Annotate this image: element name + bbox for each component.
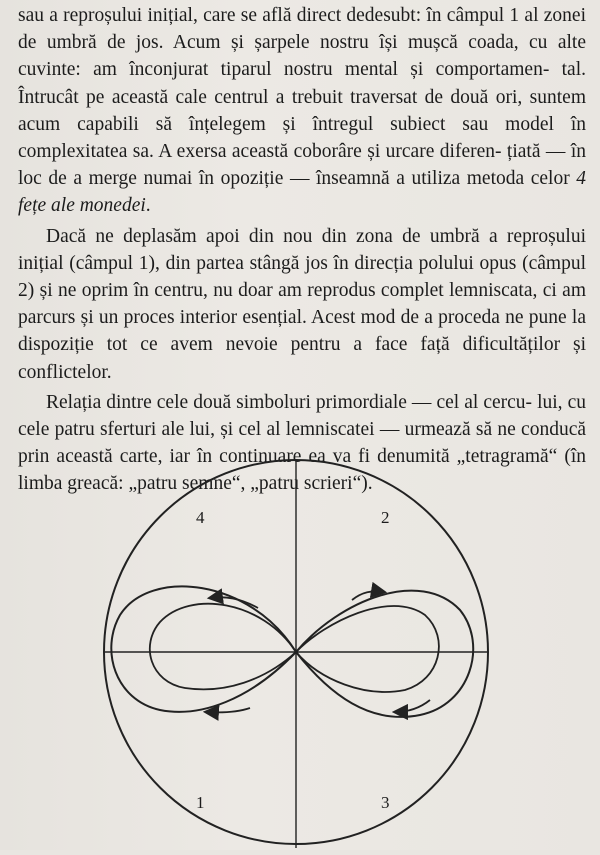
quadrant-label-2: 2 xyxy=(381,508,390,527)
tetragram-figure xyxy=(0,450,600,850)
text-line: inițial (câmpul 1), din partea stângă jos în direcția polului opus xyxy=(18,252,517,274)
text-line: lemniscata, ci am parcurs și un proces interior esențial. Acest mod xyxy=(18,280,587,329)
paragraph xyxy=(18,223,586,386)
text-line: zonei de umbră de jos. Acum și șarpele nostru își mușcă coada, cu xyxy=(18,5,586,54)
tetragram-diagram xyxy=(0,450,600,850)
arrow-right-bottom xyxy=(395,700,430,712)
text-line: în complexitatea sa. A exersa această coborâre și urcare diferen- xyxy=(18,113,587,163)
quadrant-label-4: 4 xyxy=(196,508,205,527)
text-line: tal. Întrucât pe această cale centrul a trebuit traversat de două ori, xyxy=(18,59,586,108)
text-line: sau a reproșului inițial, care se află direct dedesubt: în câmpul 1 al xyxy=(18,5,539,26)
text-line: alte cuvinte: am înconjurat tiparul nostru mental și comportamen- xyxy=(18,32,586,81)
paragraph-continuation xyxy=(18,2,586,220)
text-line: lui, cu cele patru sferturi ale lui, și cel al lemniscatei — urmează să xyxy=(18,391,586,441)
text-line: Dacă ne deplasăm apoi din nou din zona de umbră a reproșului xyxy=(46,225,586,247)
body-text xyxy=(18,2,586,498)
text-line: ne conducă prin această carte, iar în continuare ea va fi denumită xyxy=(18,419,587,468)
punctuation: . xyxy=(145,195,151,217)
text-line: față dificultăților și conflictelor. xyxy=(18,334,587,383)
quadrant-label-1: 1 xyxy=(196,793,205,812)
text-line: metoda celor xyxy=(466,168,577,190)
text-line: țiată — în loc de a merge numai în opoziție — înseamnă a utiliza xyxy=(18,141,586,190)
emphasis-text: 4 fețe ale monedei xyxy=(18,168,587,217)
text-line: suntem acum capabili să înțelegem și întregul subiect sau model xyxy=(18,86,586,135)
arrow-left-bottom xyxy=(206,708,250,712)
text-line: „tetragramă“ (în limba greacă: „patru semne“, „patru scrieri“). xyxy=(18,446,586,495)
text-line: de a proceda ne pune la dispoziție tot ce avem nevoie pentru a face xyxy=(18,307,587,356)
text-line: Relația dintre cele două simboluri primordiale — cel al cercu- xyxy=(46,391,533,413)
quadrant-label-3: 3 xyxy=(381,793,390,812)
text-line: (câmpul 2) și ne oprim în centru, nu doar am reprodus complet xyxy=(18,252,587,302)
